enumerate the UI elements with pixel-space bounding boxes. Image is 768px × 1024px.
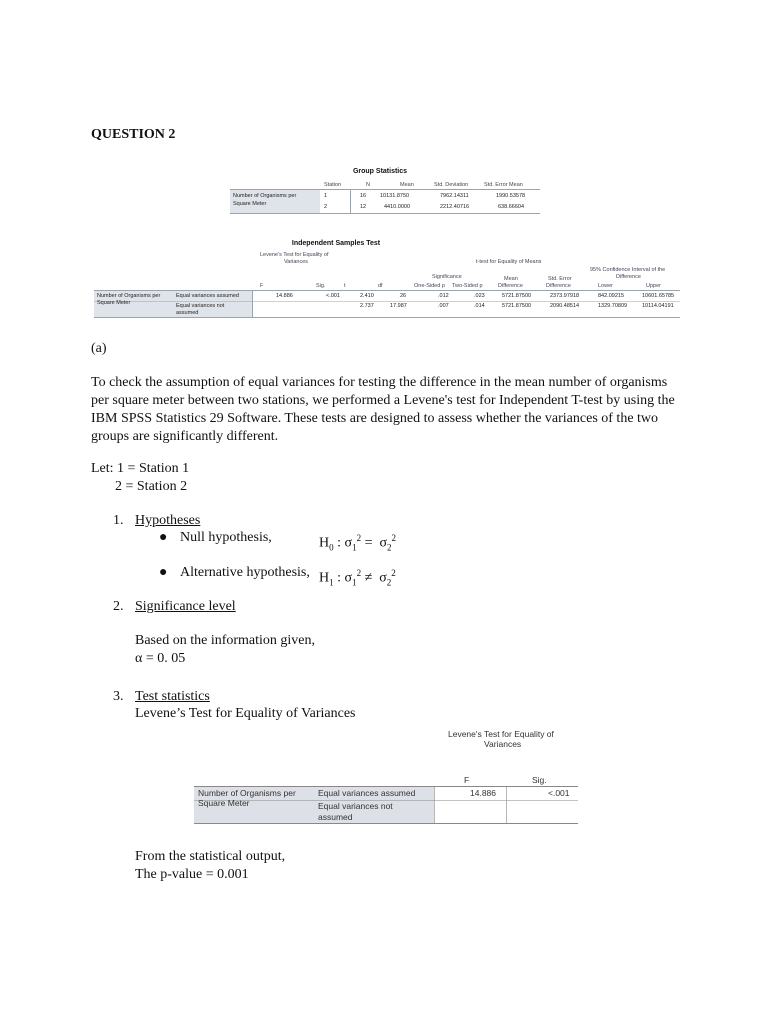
row-label-line1: Number of Organisms per — [198, 788, 296, 798]
from-output-text: From the statistical output, — [135, 849, 286, 864]
significance-header: Significance — [432, 274, 462, 280]
levene-header: Levene's Test for Equality of — [448, 729, 554, 739]
row-label-line2: Square Meter — [233, 201, 267, 207]
bullet-icon: ● — [159, 530, 168, 545]
table-cell: 5721.87500 — [502, 303, 532, 309]
table-cell: 2373.97918 — [550, 293, 580, 299]
step3-number: 3. — [113, 689, 124, 704]
based-on-text: Based on the information given, — [135, 633, 316, 648]
ci-header-2: Difference — [616, 274, 641, 280]
independent-samples-table — [94, 250, 680, 318]
table-cell: .014 — [474, 303, 485, 309]
table-cell: 2.737 — [360, 303, 374, 309]
row2-label: Equal variances not — [176, 303, 225, 309]
row2-label: Equal variances not — [318, 801, 393, 811]
levene-table — [194, 726, 578, 824]
table-cell: 10131.8750 — [380, 193, 410, 199]
col-df: df — [378, 283, 383, 289]
table-cell: 1990.53578 — [496, 193, 526, 199]
col-one-sided: One-Sided p — [414, 283, 445, 289]
table-cell: 26 — [400, 293, 407, 299]
table-cell: 16 — [360, 193, 367, 199]
step1-number: 1. — [113, 513, 124, 528]
col-n: N — [366, 182, 370, 188]
group-statistics-title: Group Statistics — [352, 168, 408, 175]
col-lower: Lower — [598, 283, 613, 289]
step2-title: Significance level — [135, 599, 236, 614]
part-a-label: (a) — [91, 341, 107, 356]
col-upper: Upper — [646, 283, 661, 289]
table-cell: .012 — [438, 293, 449, 299]
table-cell: 2212.40716 — [440, 204, 470, 210]
let-line-2: 2 = Station 2 — [115, 479, 188, 494]
se-diff-header: Std. Error — [548, 276, 572, 282]
alternative-hypothesis-formula: $H_1$ : $\sigma_1^2 \ne \sigma_2^2$ — [319, 568, 396, 588]
alternative-hypothesis-label: Alternative hypothesis, — [180, 565, 310, 580]
ci-header: 95% Confidence Interval of the — [590, 267, 666, 273]
null-hypothesis-label: Null hypothesis, — [180, 530, 272, 545]
table-cell: 14.886 — [276, 293, 293, 299]
col-std-err: Std. Error Mean — [484, 182, 523, 188]
row-label-line2: Square Meter — [97, 300, 131, 306]
let-line-1: Let: 1 = Station 1 — [91, 461, 190, 476]
f-value: 14.886 — [470, 788, 496, 798]
levene-header-2: Variances — [484, 739, 522, 749]
col-sig: Sig. — [532, 775, 547, 785]
group-statistics-table — [230, 178, 540, 214]
bullet-icon: ● — [159, 565, 168, 580]
levene-header: Levene's Test for Equality of — [260, 252, 329, 258]
table-cell: 1 — [324, 193, 328, 199]
table-cell: 5721.87500 — [502, 293, 532, 299]
table-cell: .023 — [474, 293, 485, 299]
table-cell: 4410.0000 — [384, 204, 410, 210]
step1-title: Hypotheses — [135, 513, 201, 528]
table-cell: 1329.70809 — [598, 303, 628, 309]
table-cell: 638.66604 — [498, 204, 524, 210]
mean-diff-header: Mean — [504, 276, 518, 282]
alpha-value: α = 0. 05 — [135, 651, 186, 666]
intro-line: To check the assumption of equal variances for testing the difference in the mean number of organisms — [91, 375, 668, 390]
col-two-sided: Two-Sided p — [452, 283, 483, 289]
intro-paragraph — [91, 374, 691, 446]
col-mean: Mean — [400, 182, 414, 188]
table-cell: 10601.65785 — [642, 293, 675, 299]
null-hypothesis-formula: $H_0$ : $\sigma_1^2 = \sigma_2^2$ — [319, 533, 397, 553]
row-label-line1: Number of Organisms per — [97, 293, 161, 299]
sig-value: <.001 — [548, 788, 570, 798]
step3-title: Test statistics — [135, 689, 210, 704]
intro-line: groups are significantly different. — [91, 429, 279, 444]
row1-label: Equal variances assumed — [318, 788, 416, 798]
row1-label: Equal variances assumed — [176, 293, 239, 299]
col-t: t — [344, 283, 346, 289]
question-heading: QUESTION 2 — [91, 127, 176, 142]
col-f: F — [464, 775, 470, 785]
table-cell: 17.987 — [390, 303, 407, 309]
col-station: Station — [324, 182, 342, 188]
table-cell: 2 — [324, 204, 328, 210]
table-cell: 10114.04191 — [642, 303, 674, 309]
row-label-line2: Square Meter — [198, 798, 250, 808]
table-cell: 842.09215 — [598, 293, 624, 299]
col-std-dev: Std. Deviation — [434, 182, 469, 188]
row2-label-2: assumed — [318, 812, 353, 822]
col-f: F — [260, 283, 264, 289]
intro-line: IBM SPSS Statistics 29 Software. These tests are designed to assess whether the variances of the two — [91, 411, 659, 426]
intro-line: per square meter between two stations, we performed a Levene's test for Independent T-test by using the — [91, 393, 675, 408]
row-label-line1: Number of Organisms per — [233, 193, 297, 199]
table-cell: <.001 — [326, 293, 340, 299]
table-cell: 2.410 — [360, 293, 374, 299]
mean-diff-header-2: Difference — [498, 283, 523, 289]
step2-number: 2. — [113, 599, 124, 614]
table-cell: 7962.14311 — [440, 193, 469, 199]
levene-header-2: Variances — [284, 259, 309, 265]
row2-label-2: assumed — [176, 310, 199, 316]
independent-samples-title: Independent Samples Test — [291, 240, 381, 247]
table-cell: .007 — [438, 303, 449, 309]
levene-subtitle: Levene’s Test for Equality of Variances — [135, 706, 356, 721]
table-cell: 12 — [360, 204, 367, 210]
table-cell: 2090.48514 — [550, 303, 580, 309]
ttest-header: t-test for Equality of Means — [476, 259, 542, 265]
p-value-text: The p-value = 0.001 — [135, 867, 249, 882]
col-sig: Sig. — [316, 283, 326, 289]
se-diff-header-2: Difference — [546, 283, 571, 289]
